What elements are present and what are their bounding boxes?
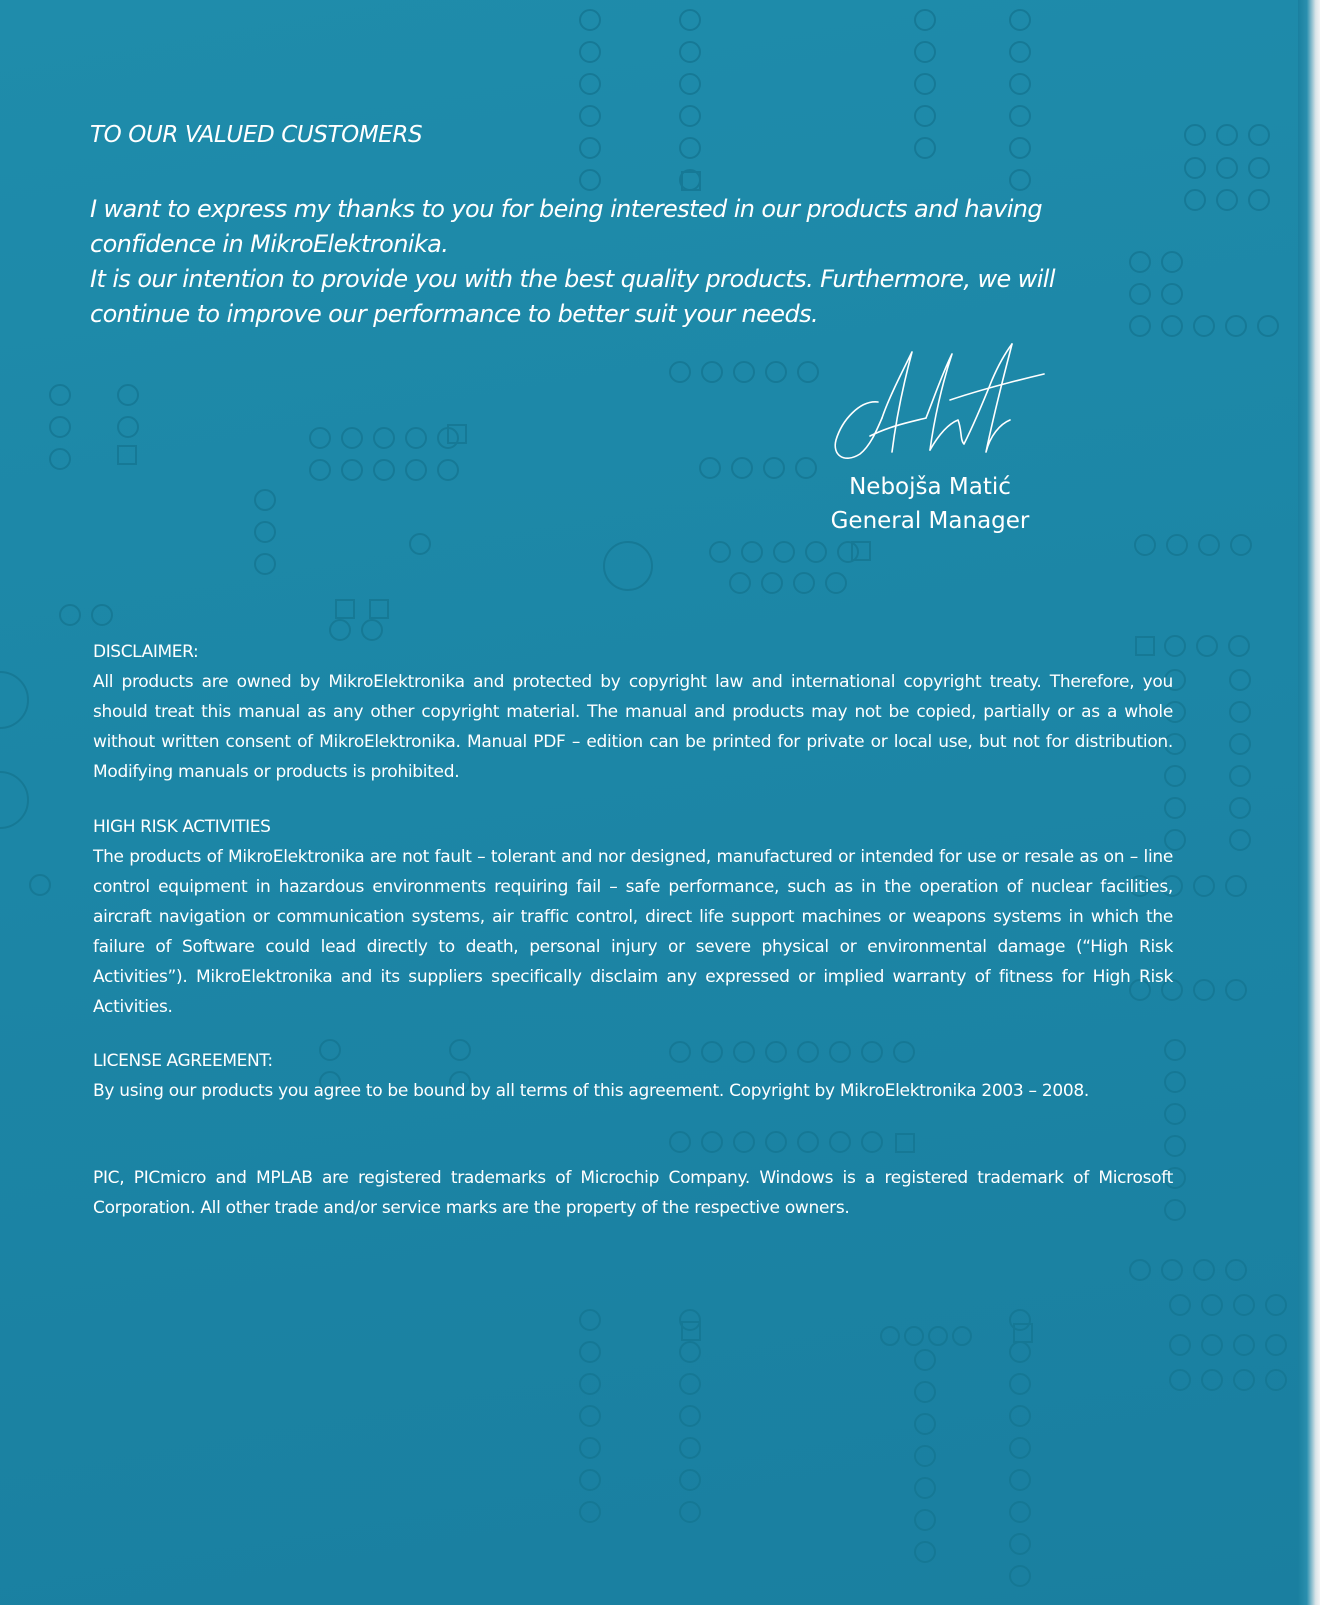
pattern-circle <box>580 1502 600 1522</box>
pattern-circle <box>60 605 80 625</box>
pattern-circle <box>580 138 600 158</box>
pattern-circle <box>1162 252 1182 272</box>
pattern-circle <box>1135 535 1155 555</box>
pattern-circle <box>92 605 112 625</box>
pattern-circle <box>1010 1566 1030 1586</box>
pattern-circle <box>255 554 275 574</box>
pattern-circle <box>774 542 794 562</box>
pattern-circle <box>1162 1260 1182 1280</box>
pattern-circle <box>1010 1470 1030 1490</box>
letter-line: I want to express my thanks to you for being interested in our products and having <box>90 195 1043 223</box>
pattern-circle <box>1266 1370 1286 1390</box>
pattern-circle <box>604 542 652 590</box>
pattern-circle <box>410 534 430 554</box>
pattern-circle <box>915 1478 935 1498</box>
pattern-circle <box>1230 670 1250 690</box>
pattern-circle <box>734 362 754 382</box>
pattern-circle <box>1226 980 1246 1000</box>
pattern-circle <box>794 573 814 593</box>
pattern-circle <box>710 542 730 562</box>
pattern-circle <box>915 10 935 30</box>
pattern-circle <box>670 362 690 382</box>
pattern-circle <box>680 1342 700 1362</box>
pattern-circle <box>680 106 700 126</box>
pattern-circle <box>1130 252 1150 272</box>
pattern-square <box>336 600 354 618</box>
disclaimer-section <box>93 637 1173 787</box>
pattern-circle <box>680 10 700 30</box>
pattern-circle <box>1010 1502 1030 1522</box>
pattern-circle <box>1010 1406 1030 1426</box>
pattern-circle <box>680 42 700 62</box>
pattern-circle <box>1217 125 1237 145</box>
pattern-circle <box>580 170 600 190</box>
pattern-circle <box>734 1132 754 1152</box>
pattern-circle <box>580 1374 600 1394</box>
page-binding-edge <box>1298 0 1320 1605</box>
pattern-circle <box>806 542 826 562</box>
pattern-circle <box>310 460 330 480</box>
pattern-circle <box>1010 74 1030 94</box>
pattern-square <box>896 1134 914 1152</box>
pattern-circle <box>1165 1104 1185 1124</box>
pattern-circle <box>1130 1260 1150 1280</box>
pattern-circle <box>1229 636 1249 656</box>
letter-line: confidence in MikroElektronika. <box>90 230 449 258</box>
pattern-circle <box>118 417 138 437</box>
pattern-circle <box>905 1327 923 1345</box>
pattern-circle <box>580 1406 600 1426</box>
pattern-circle <box>1010 1374 1030 1394</box>
pattern-circle <box>764 458 784 478</box>
greeting-letter <box>90 192 1100 332</box>
pattern-circle <box>915 1510 935 1530</box>
pattern-circle <box>0 672 28 728</box>
pattern-circle <box>798 362 818 382</box>
pattern-circle <box>1010 1534 1030 1554</box>
pattern-circle <box>1010 10 1030 30</box>
pattern-circle <box>680 74 700 94</box>
signatory-name: Nebojša Matić <box>849 474 1011 500</box>
pattern-circle <box>580 1342 600 1362</box>
pattern-square <box>370 600 388 618</box>
pattern-circle <box>915 106 935 126</box>
pattern-circle <box>1130 284 1150 304</box>
pattern-circle <box>1185 190 1205 210</box>
pattern-circle <box>702 362 722 382</box>
license-heading: LICENSE AGREEMENT: <box>93 1051 273 1071</box>
pattern-circle <box>1162 316 1182 336</box>
high-risk-text: The products of MikroElektronika are not fault – tolerant and nor designed, manufactured or intended for use or resale as on – line control equipment in hazardous environments requiring fail – safe performance, such as in the operation of nuclear facilities, aircraft navigation or communication systems, air traffic control, direct life support machines or weapons systems in which the failure of Software could lead directly to death, personal injury or severe physical or environmental damage (“High Risk Activities”). MikroElektronika and its suppliers specifically disclaim any expressed or implied warranty of fitness for High Risk Activities. <box>93 847 1173 1017</box>
pattern-circle <box>1202 1370 1222 1390</box>
pattern-circle <box>881 1327 899 1345</box>
pattern-circle <box>255 522 275 542</box>
pattern-circle <box>1165 1136 1185 1156</box>
pattern-circle <box>915 1414 935 1434</box>
pattern-circle <box>915 138 935 158</box>
pattern-circle <box>0 772 28 828</box>
pattern-circle <box>680 1438 700 1458</box>
pattern-circle <box>1170 1335 1190 1355</box>
pattern-circle <box>406 460 426 480</box>
pattern-circle <box>1167 535 1187 555</box>
pattern-circle <box>1230 766 1250 786</box>
pattern-circle <box>1217 190 1237 210</box>
pattern-circle <box>1170 1370 1190 1390</box>
pattern-circle <box>1162 284 1182 304</box>
pattern-circle <box>1185 125 1205 145</box>
pattern-circle <box>1230 798 1250 818</box>
pattern-circle <box>1010 170 1030 190</box>
pattern-circle <box>580 106 600 126</box>
license-text: By using our products you agree to be bound by all terms of this agreement. Copyright by MikroElektronika 2003 – 2008. <box>93 1081 1090 1101</box>
signatory-block <box>800 470 1060 538</box>
pattern-circle <box>1234 1370 1254 1390</box>
pattern-circle <box>915 1446 935 1466</box>
pattern-circle <box>670 1132 690 1152</box>
pattern-circle <box>1234 1335 1254 1355</box>
pattern-circle <box>342 460 362 480</box>
pattern-circle <box>1194 1260 1214 1280</box>
pattern-circle <box>680 1374 700 1394</box>
handwritten-signature <box>830 340 1070 470</box>
pattern-circle <box>915 42 935 62</box>
pattern-circle <box>1249 190 1269 210</box>
pattern-circle <box>915 1382 935 1402</box>
pattern-circle <box>929 1327 947 1345</box>
pattern-circle <box>680 1470 700 1490</box>
letter-line: It is our intention to provide you with the best quality products. Furthermore, we will <box>90 265 1055 293</box>
pattern-circle <box>862 1132 882 1152</box>
pattern-circle <box>766 362 786 382</box>
pattern-circle <box>1185 158 1205 178</box>
pattern-circle <box>1231 535 1251 555</box>
pattern-circle <box>1266 1335 1286 1355</box>
pattern-circle <box>580 1438 600 1458</box>
pattern-circle <box>1194 980 1214 1000</box>
pattern-circle <box>580 74 600 94</box>
signatory-title: General Manager <box>830 508 1030 534</box>
pattern-circle <box>580 42 600 62</box>
pattern-circle <box>1226 316 1246 336</box>
pattern-circle <box>1217 158 1237 178</box>
pattern-circle <box>1249 125 1269 145</box>
pattern-circle <box>580 1310 600 1330</box>
pattern-circle <box>1194 876 1214 896</box>
pattern-circle <box>374 428 394 448</box>
disclaimer-heading: DISCLAIMER: <box>93 642 199 662</box>
pattern-circle <box>1010 138 1030 158</box>
pattern-circle <box>1170 1295 1190 1315</box>
pattern-circle <box>730 573 750 593</box>
pattern-square <box>682 1322 700 1340</box>
pattern-circle <box>50 385 70 405</box>
pattern-circle <box>1010 42 1030 62</box>
pattern-circle <box>1230 830 1250 850</box>
pattern-circle <box>1010 1438 1030 1458</box>
pattern-circle <box>830 1132 850 1152</box>
pattern-circle <box>732 458 752 478</box>
pattern-circle <box>1202 1295 1222 1315</box>
pattern-circle <box>1258 316 1278 336</box>
disclaimer-text: All products are owned by MikroElektronika and protected by copyright law and international copyright treaty. Therefore, you should treat this manual as any other copyright material. The manual and products may not be copied, partially or as a whole without written consent of MikroElektronika. Manual PDF – edition can be printed for private or local use, but not for distribution. Modifying manuals or products is prohibited. <box>93 672 1173 782</box>
pattern-circle <box>1199 535 1219 555</box>
high-risk-heading: HIGH RISK ACTIVITIES <box>93 817 271 837</box>
pattern-circle <box>702 1132 722 1152</box>
pattern-circle <box>342 428 362 448</box>
pattern-circle <box>580 10 600 30</box>
pattern-circle <box>1130 316 1150 336</box>
pattern-circle <box>50 449 70 469</box>
pattern-circle <box>742 542 762 562</box>
pattern-circle <box>915 1542 935 1562</box>
pattern-square <box>1014 1324 1032 1342</box>
pattern-circle <box>310 428 330 448</box>
trademarks-text: PIC, PICmicro and MPLAB are registered trademarks of Microchip Company. Windows is a registered trademark of Microsoft Corporation. All other trade and/or service marks are the property of the respective owners. <box>93 1168 1173 1218</box>
high-risk-section <box>93 812 1173 1022</box>
pattern-circle <box>1010 106 1030 126</box>
pattern-circle <box>50 417 70 437</box>
pattern-circle <box>580 1470 600 1490</box>
pattern-circle <box>30 875 50 895</box>
pattern-circle <box>1234 1295 1254 1315</box>
greeting-heading: TO OUR VALUED CUSTOMERS <box>90 122 423 148</box>
pattern-circle <box>1010 1342 1030 1362</box>
pattern-circle <box>762 573 782 593</box>
pattern-circle <box>915 1350 935 1370</box>
pattern-circle <box>1197 636 1217 656</box>
pattern-circle <box>406 428 426 448</box>
pattern-circle <box>700 458 720 478</box>
pattern-circle <box>1194 316 1214 336</box>
pattern-circle <box>1202 1335 1222 1355</box>
pattern-square <box>118 446 136 464</box>
pattern-circle <box>1230 734 1250 754</box>
pattern-circle <box>1226 1260 1246 1280</box>
pattern-circle <box>798 1132 818 1152</box>
pattern-circle <box>826 573 846 593</box>
trademarks-section <box>93 1163 1173 1223</box>
license-section <box>93 1046 1173 1106</box>
pattern-circle <box>953 1327 971 1345</box>
pattern-circle <box>1230 702 1250 722</box>
pattern-circle <box>680 1502 700 1522</box>
pattern-circle <box>118 385 138 405</box>
pattern-circle <box>438 460 458 480</box>
pattern-circle <box>255 490 275 510</box>
letter-line: continue to improve our performance to better suit your needs. <box>90 300 819 328</box>
pattern-circle <box>680 138 700 158</box>
pattern-circle <box>374 460 394 480</box>
pattern-circle <box>680 1406 700 1426</box>
pattern-circle <box>1249 158 1269 178</box>
pattern-circle <box>1226 876 1246 896</box>
pattern-circle <box>766 1132 786 1152</box>
pattern-circle <box>1266 1295 1286 1315</box>
pattern-circle <box>915 74 935 94</box>
